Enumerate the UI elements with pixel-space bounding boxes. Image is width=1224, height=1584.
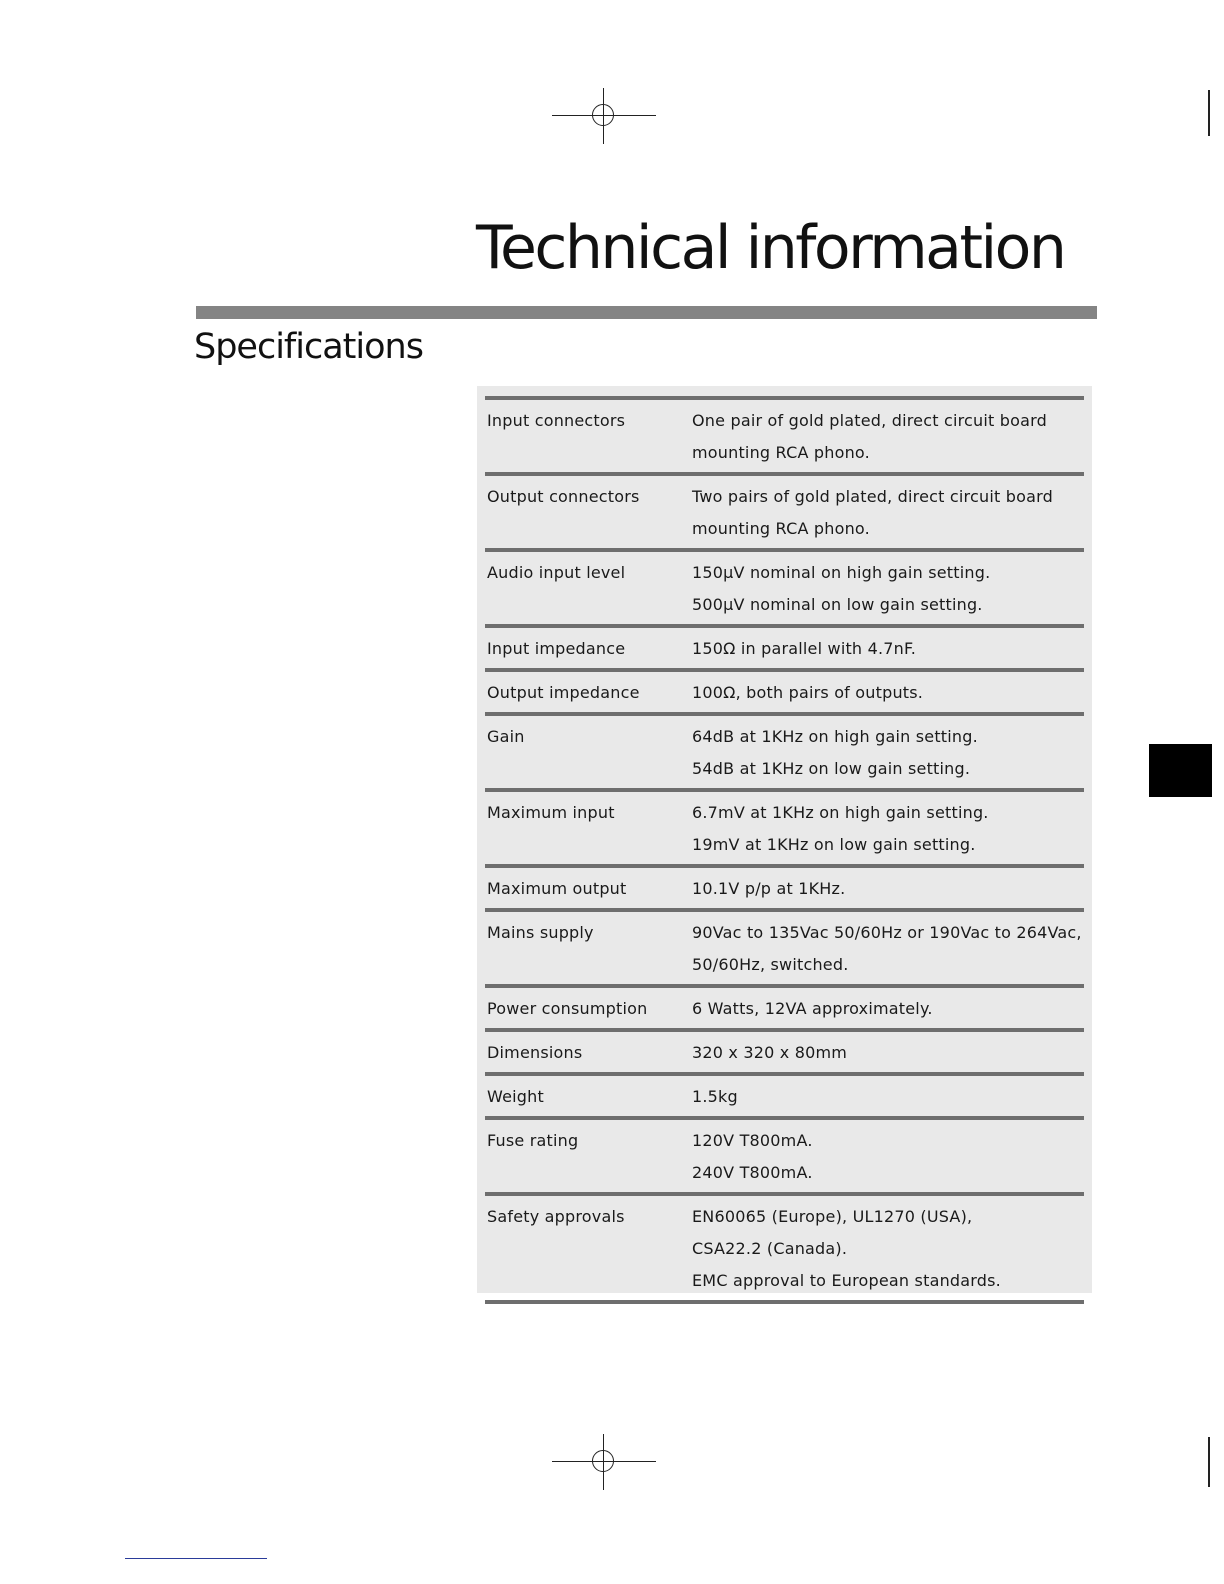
spec-value-line: One pair of gold plated, direct circuit board xyxy=(692,411,1047,430)
spec-values xyxy=(692,1037,1084,1069)
spec-label: Input impedance xyxy=(487,639,626,658)
spec-label: Dimensions xyxy=(487,1043,583,1062)
spec-row xyxy=(485,1032,1084,1076)
spec-value-line: mounting RCA phono. xyxy=(692,443,870,462)
spec-value-line: EN60065 (Europe), UL1270 (USA), xyxy=(692,1207,973,1226)
chapter-tab xyxy=(1149,744,1212,797)
spec-values xyxy=(692,633,1084,665)
spec-value-line: 50/60Hz, switched. xyxy=(692,955,849,974)
spec-values xyxy=(692,481,1084,545)
spec-label: Weight xyxy=(487,1087,544,1106)
spec-row xyxy=(485,1120,1084,1196)
spec-values xyxy=(692,797,1084,861)
spec-row xyxy=(485,476,1084,552)
spec-value-line: 320 x 320 x 80mm xyxy=(692,1043,848,1062)
spec-value-line: CSA22.2 (Canada). xyxy=(692,1239,848,1258)
spec-values xyxy=(692,405,1084,469)
spec-value-line: mounting RCA phono. xyxy=(692,519,870,538)
spec-label: Fuse rating xyxy=(487,1131,579,1150)
spec-label: Gain xyxy=(487,727,525,746)
spec-value-line: 1.5kg xyxy=(692,1087,738,1106)
spec-label: Input connectors xyxy=(487,411,626,430)
spec-value-line: 120V T800mA. xyxy=(692,1131,813,1150)
spec-value-line: Two pairs of gold plated, direct circuit board xyxy=(692,487,1053,506)
spec-row xyxy=(485,628,1084,672)
spec-value-line: 240V T800mA. xyxy=(692,1163,813,1182)
section-title: Specifications xyxy=(194,327,423,367)
spec-panel xyxy=(477,386,1092,1293)
spec-value-line: 6 Watts, 12VA approximately. xyxy=(692,999,933,1018)
spec-value-line: 6.7mV at 1KHz on high gain setting. xyxy=(692,803,989,822)
spec-row xyxy=(485,792,1084,868)
spec-label: Maximum output xyxy=(487,879,627,898)
spec-value-line: EMC approval to European standards. xyxy=(692,1271,1001,1290)
spec-label: Safety approvals xyxy=(487,1207,625,1226)
page-title: Technical information xyxy=(476,213,1065,283)
spec-values xyxy=(692,1081,1084,1113)
spec-values xyxy=(692,873,1084,905)
spec-label: Audio input level xyxy=(487,563,626,582)
spec-row xyxy=(485,988,1084,1032)
registration-mark-top xyxy=(552,88,656,144)
spec-value-line: 10.1V p/p at 1KHz. xyxy=(692,879,846,898)
spec-row xyxy=(485,672,1084,716)
spec-value-line: 150Ω in parallel with 4.7nF. xyxy=(692,639,917,658)
spec-row xyxy=(485,868,1084,912)
spec-values xyxy=(692,917,1084,981)
spec-table xyxy=(485,396,1084,1304)
registration-mark-bottom xyxy=(552,1434,656,1490)
spec-row xyxy=(485,912,1084,988)
spec-values xyxy=(692,1125,1084,1189)
spec-label: Mains supply xyxy=(487,923,594,942)
spec-values xyxy=(692,677,1084,709)
spec-values xyxy=(692,557,1084,621)
spec-value-line: 500µV nominal on low gain setting. xyxy=(692,595,983,614)
trim-mark-bottom-right xyxy=(1208,1437,1210,1487)
spec-values xyxy=(692,1201,1084,1297)
trim-mark-top-right xyxy=(1208,90,1210,136)
spec-value-line: 90Vac to 135Vac 50/60Hz or 190Vac to 264Vac, xyxy=(692,923,1082,942)
spec-label: Power consumption xyxy=(487,999,648,1018)
spec-label: Output connectors xyxy=(487,487,640,506)
spec-values xyxy=(692,993,1084,1025)
spec-value-line: 100Ω, both pairs of outputs. xyxy=(692,683,924,702)
spec-label: Output impedance xyxy=(487,683,640,702)
spec-values xyxy=(692,721,1084,785)
spec-row xyxy=(485,1076,1084,1120)
spec-row xyxy=(485,1196,1084,1304)
spec-value-line: 54dB at 1KHz on low gain setting. xyxy=(692,759,971,778)
spec-value-line: 150µV nominal on high gain setting. xyxy=(692,563,991,582)
spec-value-line: 19mV at 1KHz on low gain setting. xyxy=(692,835,976,854)
title-rule xyxy=(196,306,1097,319)
spec-label: Maximum input xyxy=(487,803,615,822)
footer-rule xyxy=(125,1558,267,1559)
spec-row xyxy=(485,400,1084,476)
spec-row xyxy=(485,716,1084,792)
spec-row xyxy=(485,552,1084,628)
spec-value-line: 64dB at 1KHz on high gain setting. xyxy=(692,727,978,746)
